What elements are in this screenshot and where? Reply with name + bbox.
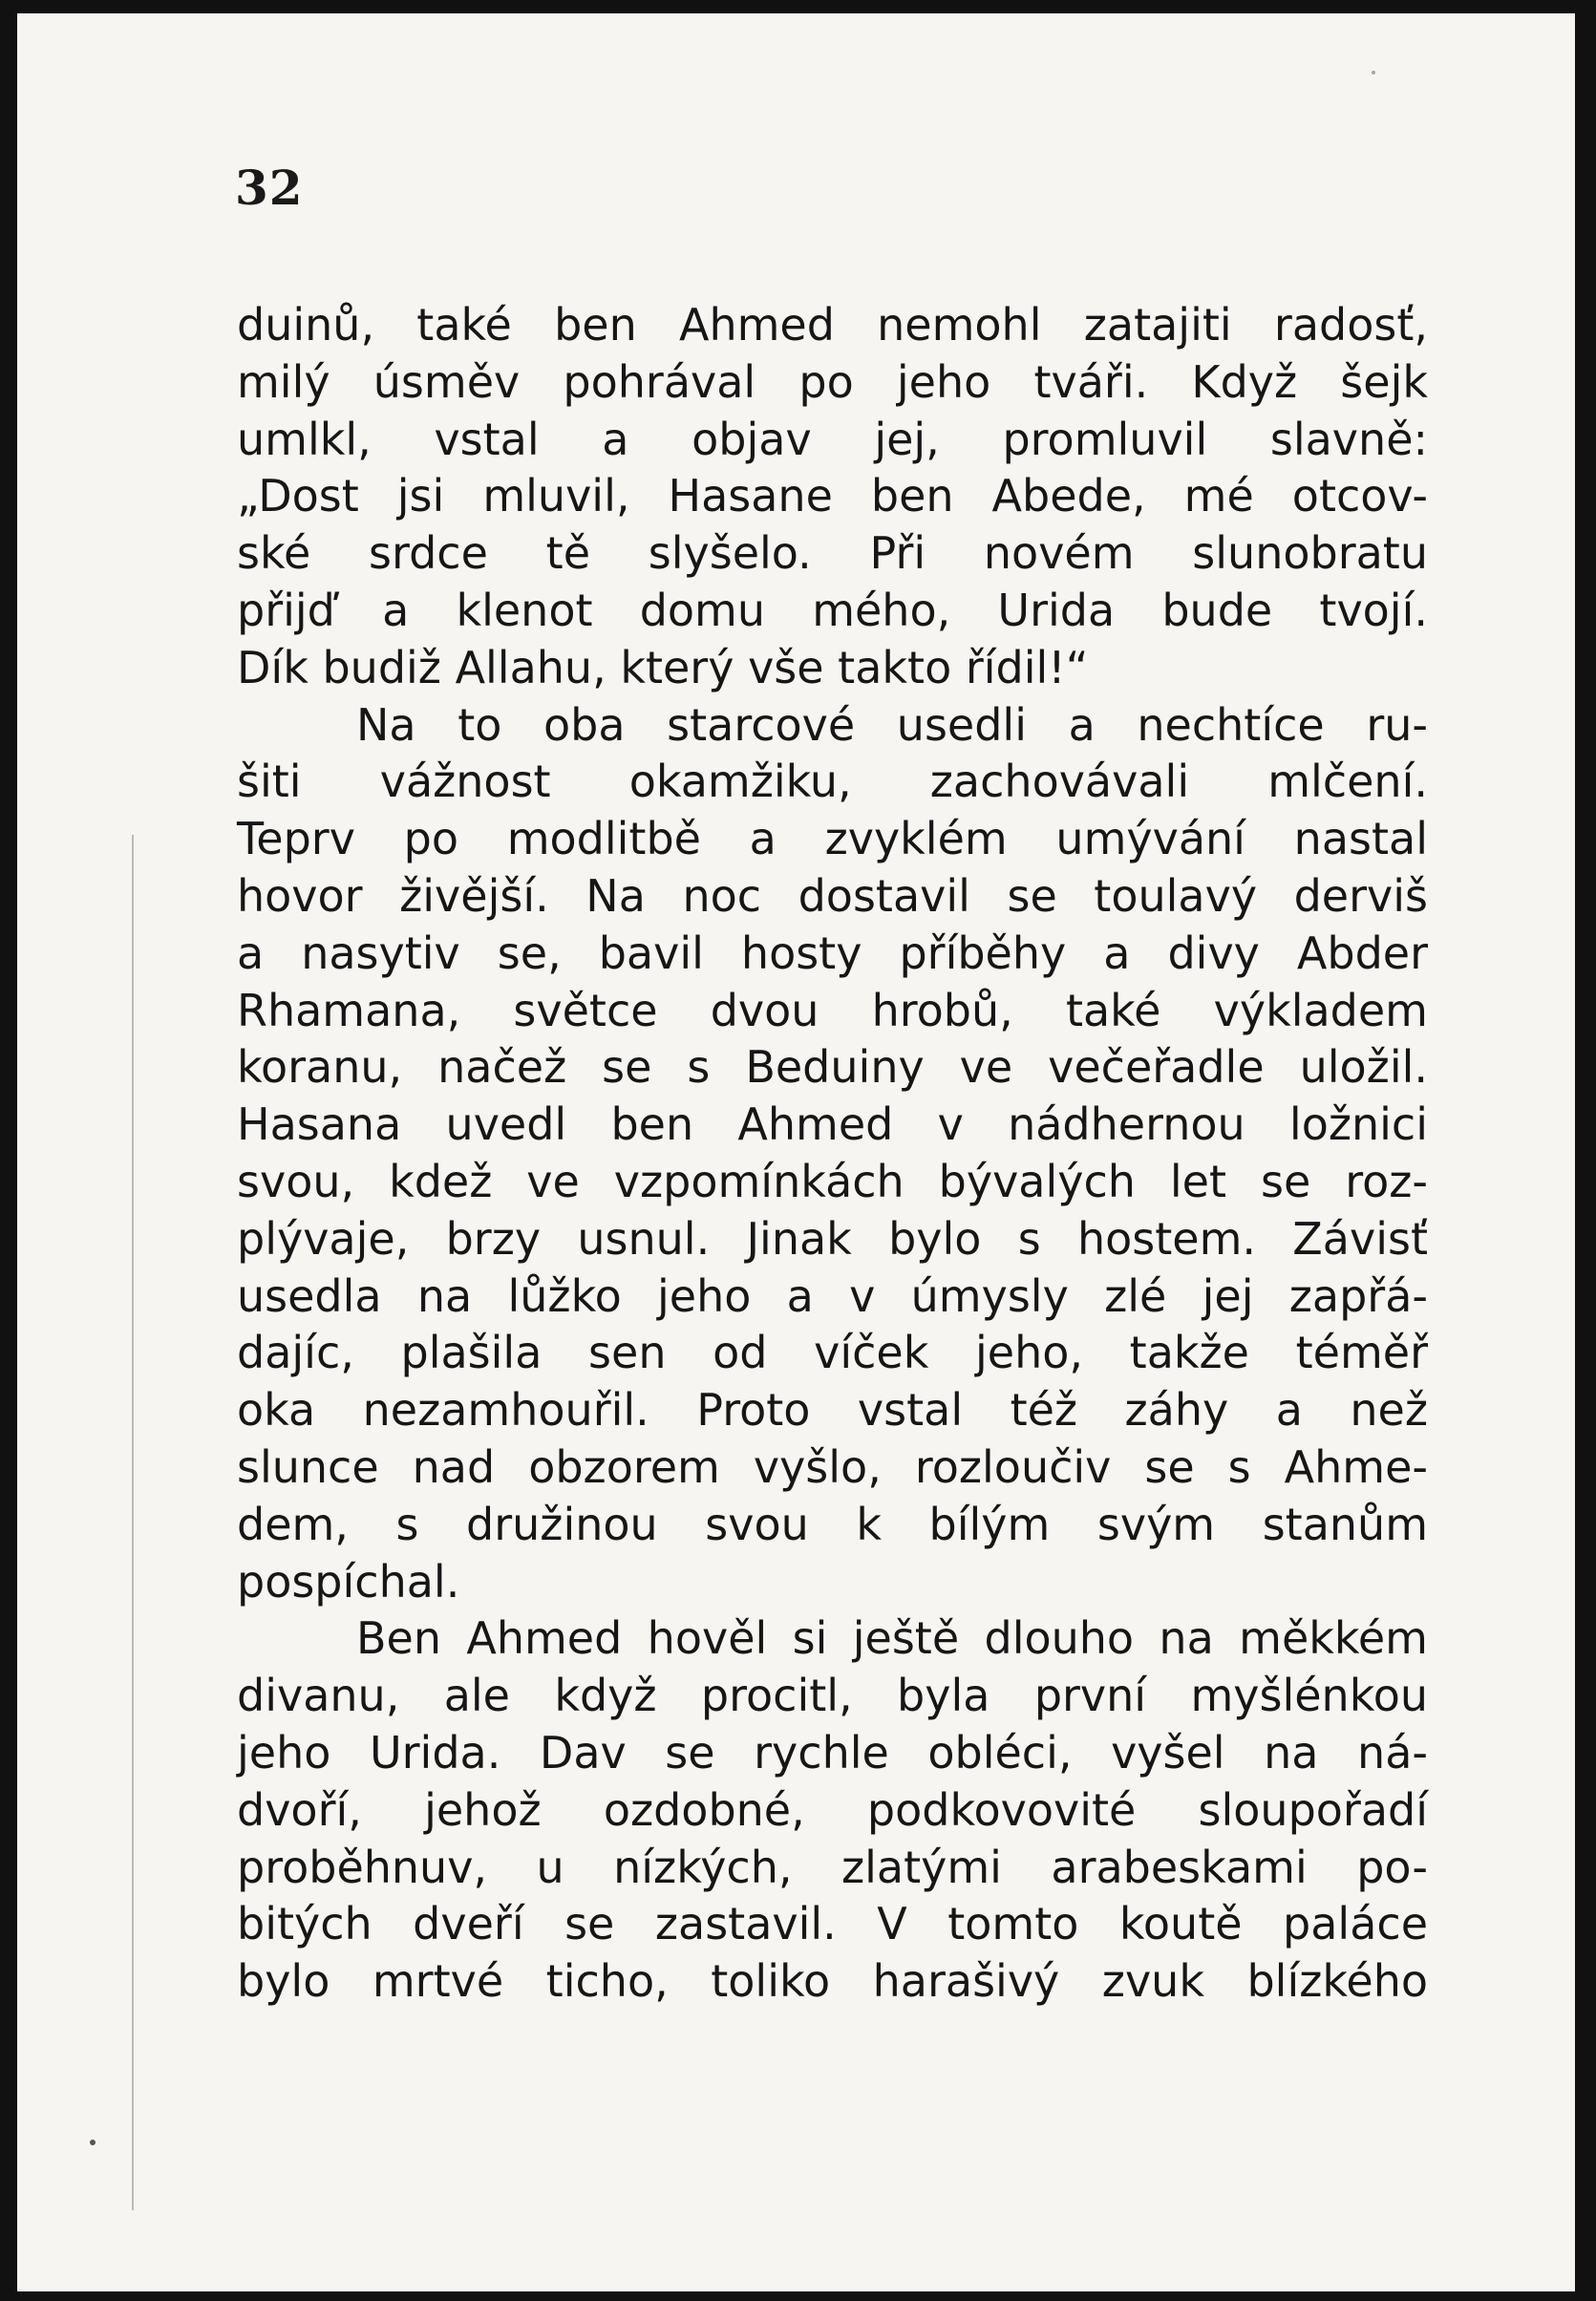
text-line: bitých dveří se zastavil. V tomto koutě paláce	[237, 1898, 1428, 1950]
paragraph-start-line: Ben Ahmed hověl si ještě dlouho na měkkém	[356, 1612, 1428, 1665]
paper-speck	[1372, 71, 1375, 75]
text-line: hovor živější. Na noc dostavil se toulavý derviš	[237, 869, 1428, 922]
text-line: plývaje, brzy usnul. Jinak bylo s hostem. Závisť	[237, 1212, 1428, 1265]
body-text	[237, 297, 1428, 2011]
text-line: přijď a klenot domu mého, Urida bude tvojí.	[237, 584, 1428, 636]
text-line: ské srdce tě slyšelo. Při novém slunobratu	[237, 527, 1428, 580]
text-line: pospíchal.	[237, 1555, 460, 1608]
text-line: proběhnuv, u nízkých, zlatými arabeskami po-	[237, 1841, 1428, 1893]
page-number: 32	[235, 160, 304, 216]
text-line: bylo mrtvé ticho, toliko harašivý zvuk blízkého	[237, 1955, 1428, 2008]
text-line: „Dost jsi mluvil, Hasane ben Abede, mé otcov-	[237, 470, 1428, 522]
text-line: dvoří, jehož ozdobné, podkovovité sloupořadí	[237, 1783, 1428, 1836]
text-line: divanu, ale když procitl, byla první myšlénkou	[237, 1670, 1428, 1722]
text-line: Teprv po modlitbě a zvyklém umývání nastal	[237, 813, 1428, 865]
text-line: Hasana uvedl ben Ahmed v nádhernou ložnici	[237, 1098, 1428, 1151]
text-line: koranu, načež se s Beduiny ve večeřadle uložil.	[237, 1041, 1428, 1094]
text-line: slunce nad obzorem vyšlo, rozloučiv se s Ahme-	[237, 1440, 1428, 1493]
text-line: usedla na lůžko jeho a v úmysly zlé jej zapřá-	[237, 1269, 1428, 1322]
gutter-shadow-line	[132, 835, 134, 2210]
text-line: oka nezamhouřil. Proto vstal též záhy a než	[237, 1384, 1428, 1437]
text-line: milý úsměv pohrával po jeho tváři. Když šejk	[237, 355, 1428, 408]
text-line: Dík budiž Allahu, který vše takto řídil!“	[237, 641, 1089, 693]
paper-speck	[90, 2140, 96, 2145]
paragraph-start-line: Na to oba starcové usedli a nechtíce ru-	[356, 698, 1428, 751]
text-line: dajíc, plašila sen od víček jeho, takže téměř	[237, 1327, 1428, 1379]
text-line: Rhamana, světce dvou hrobů, také výkladem	[237, 984, 1428, 1036]
text-line: duinů, také ben Ahmed nemohl zatajiti radosť,	[237, 299, 1428, 351]
text-line: a nasytiv se, bavil hosty příběhy a divy Abder	[237, 927, 1428, 979]
text-line: jeho Urida. Dav se rychle obléci, vyšel na ná-	[237, 1726, 1428, 1779]
text-line: šiti vážnost okamžiku, zachovávali mlčení.	[237, 756, 1428, 808]
book-page	[17, 13, 1575, 2291]
text-line: umlkl, vstal a objav jej, promluvil slavně:	[237, 413, 1428, 465]
text-line: svou, kdež ve vzpomínkách bývalých let se roz-	[237, 1155, 1428, 1207]
text-line: dem, s družinou svou k bílým svým stanům	[237, 1498, 1428, 1550]
